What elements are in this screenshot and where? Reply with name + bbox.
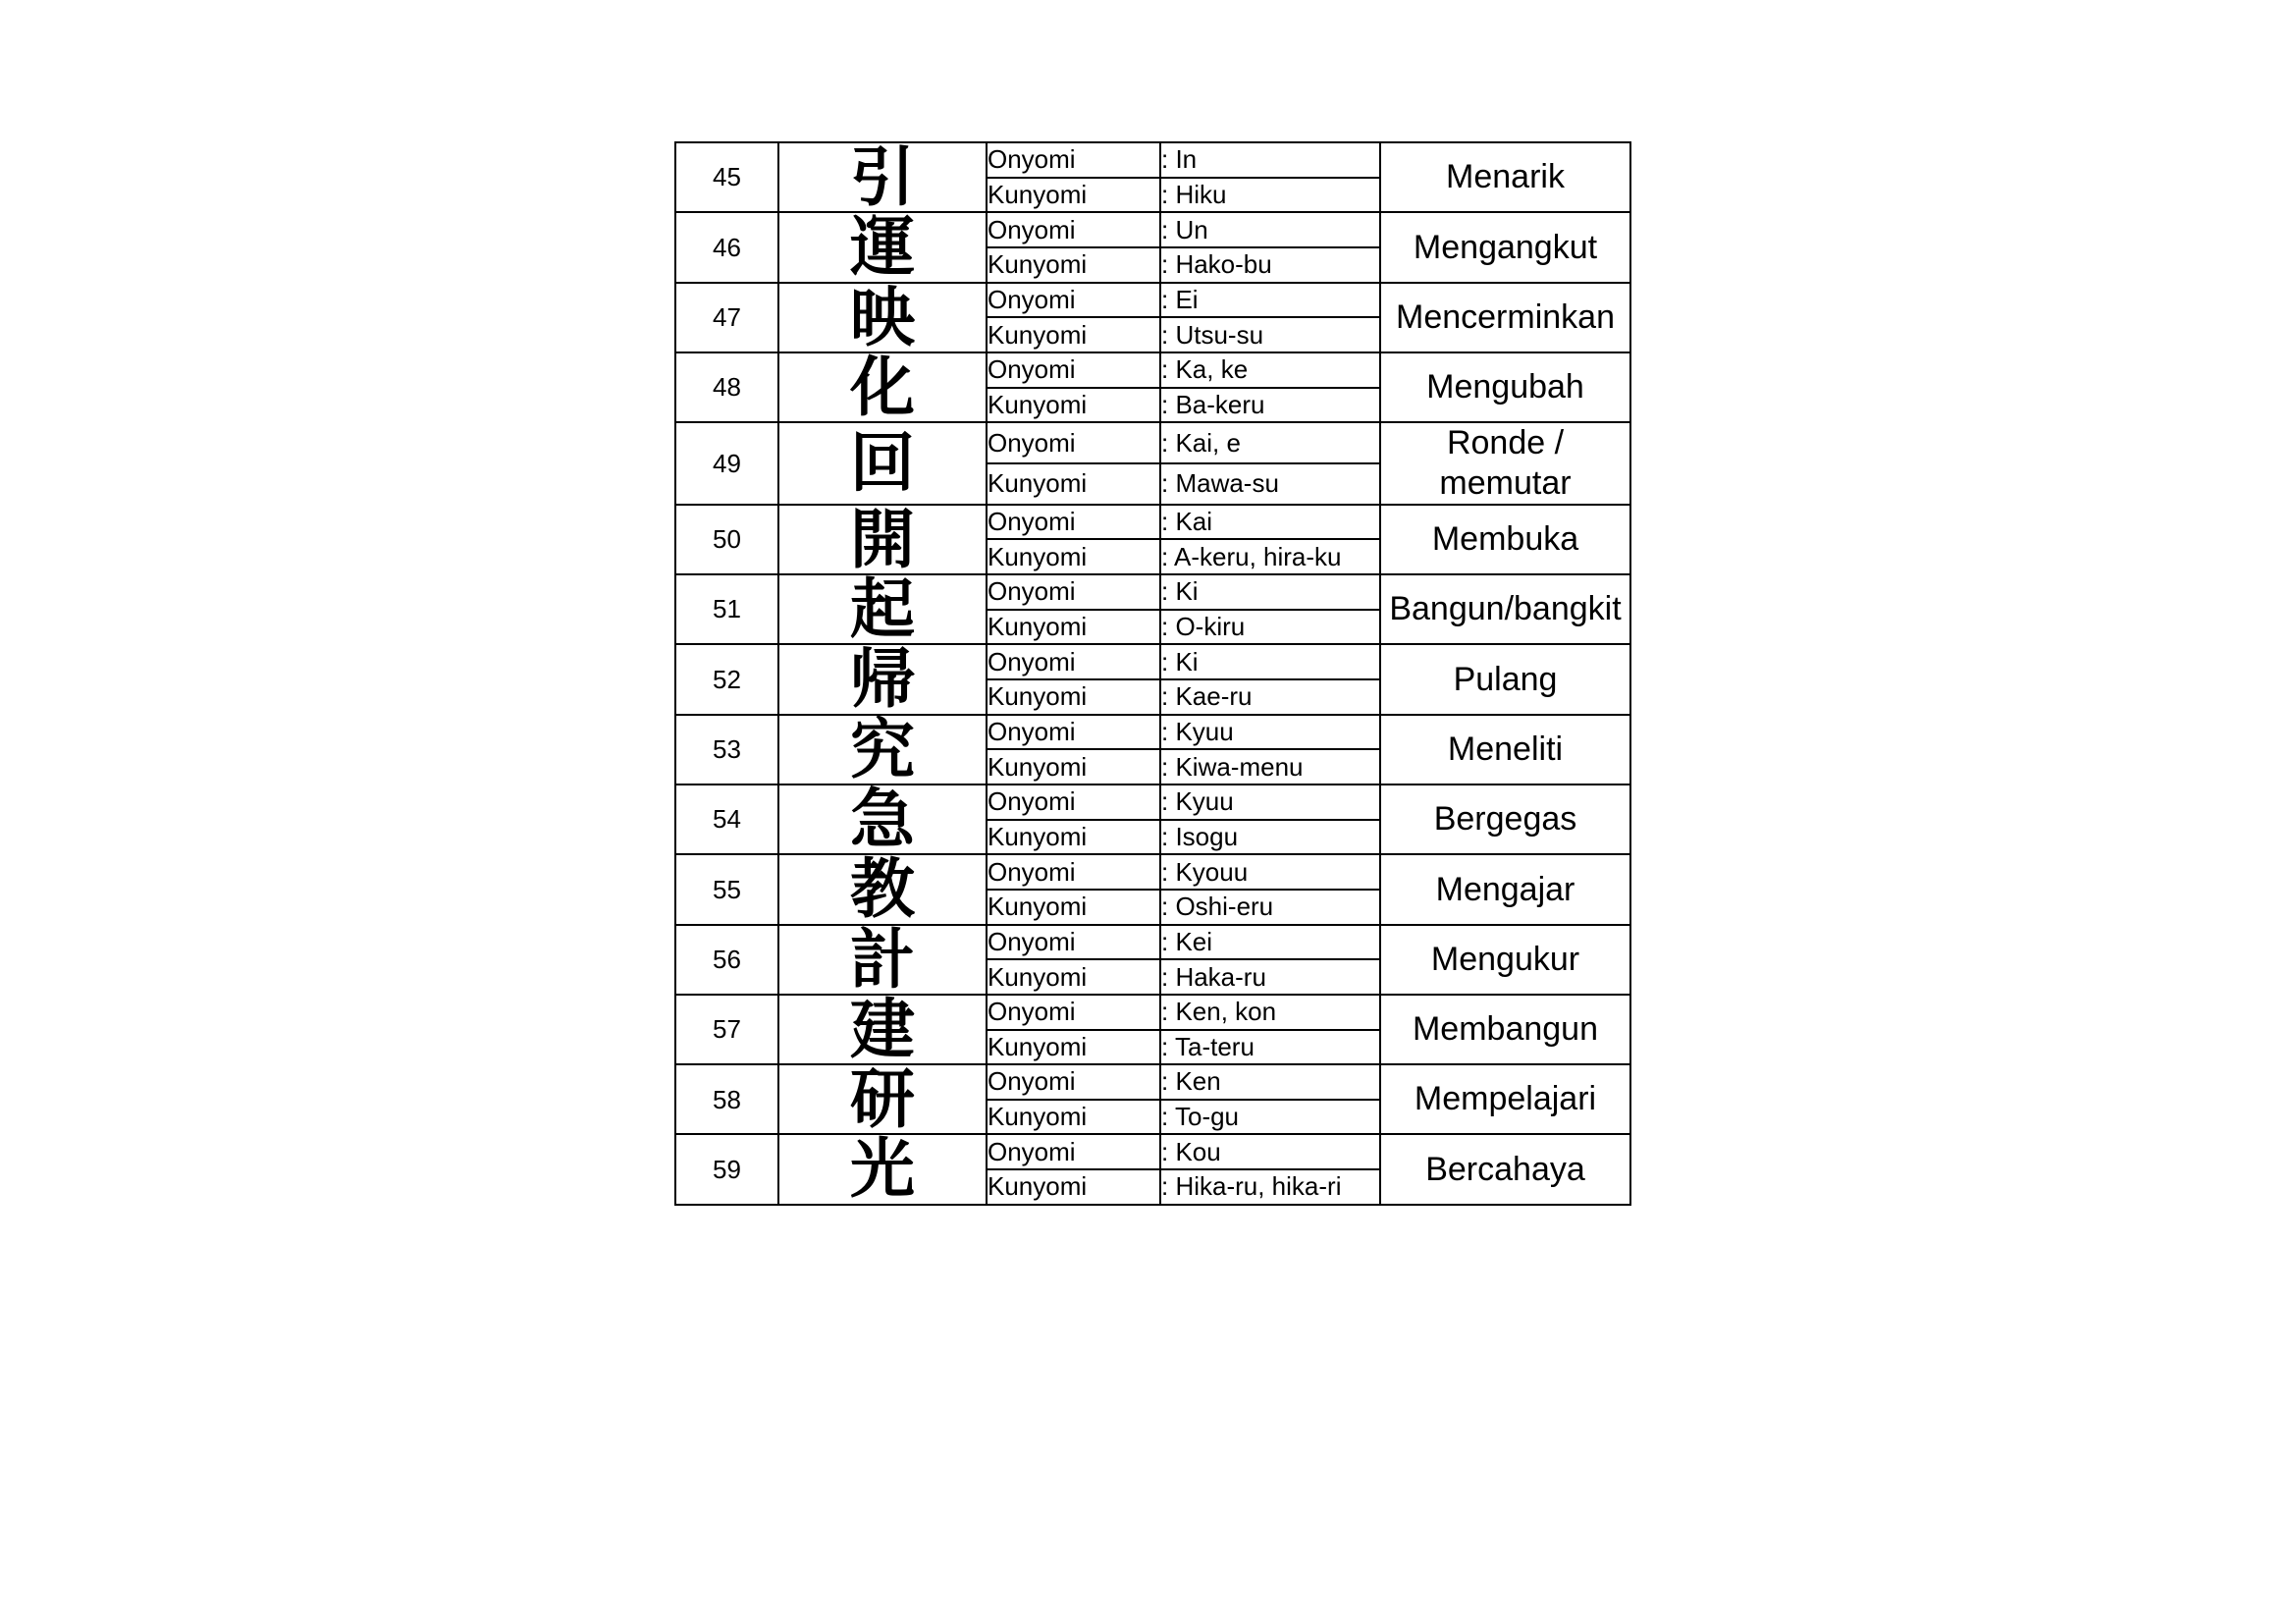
meaning-value: Bercahaya (1380, 1134, 1630, 1204)
row-number: 48 (675, 352, 778, 422)
meaning-value: Meneliti (1380, 715, 1630, 784)
row-number: 51 (675, 574, 778, 644)
kunyomi-label: Kunyomi (987, 463, 1160, 505)
kunyomi-label: Kunyomi (987, 247, 1160, 283)
table-row (675, 283, 1630, 318)
table-row (675, 142, 1630, 178)
table-row (675, 784, 1630, 820)
row-number: 47 (675, 283, 778, 352)
row-number: 57 (675, 995, 778, 1064)
table-row (675, 1134, 1630, 1169)
kunyomi-value: : O-kiru (1160, 610, 1380, 645)
kanji-character: 運 (778, 212, 987, 282)
onyomi-label: Onyomi (987, 644, 1160, 679)
kanji-table-body (675, 139, 1630, 1208)
row-number: 52 (675, 644, 778, 714)
onyomi-label: Onyomi (987, 422, 1160, 463)
table-row (675, 854, 1630, 890)
onyomi-label: Onyomi (987, 505, 1160, 540)
onyomi-value: : Kyouu (1160, 854, 1380, 890)
meaning-value: Mempelajari (1380, 1064, 1630, 1134)
meaning-value: Mengukur (1380, 925, 1630, 995)
kanji-character: 起 (778, 574, 987, 644)
meaning-value: Membangun (1380, 995, 1630, 1064)
onyomi-label: Onyomi (987, 212, 1160, 247)
onyomi-value: : Ki (1160, 574, 1380, 610)
onyomi-value: : Kai (1160, 505, 1380, 540)
onyomi-value: : Ei (1160, 283, 1380, 318)
table-row (675, 212, 1630, 247)
kanji-character: 映 (778, 283, 987, 352)
kanji-character: 開 (778, 505, 987, 574)
meaning-value: Bangun/bangkit (1380, 574, 1630, 644)
table-row (675, 505, 1630, 540)
onyomi-value: : Kyuu (1160, 784, 1380, 820)
onyomi-label: Onyomi (987, 352, 1160, 388)
table-row (675, 644, 1630, 679)
kanji-character: 急 (778, 784, 987, 854)
onyomi-label: Onyomi (987, 1064, 1160, 1100)
kunyomi-label: Kunyomi (987, 1100, 1160, 1135)
kunyomi-label: Kunyomi (987, 890, 1160, 925)
row-number: 46 (675, 212, 778, 282)
row-number: 50 (675, 505, 778, 574)
kanji-character: 化 (778, 352, 987, 422)
kanji-character: 建 (778, 995, 987, 1064)
onyomi-value: : Ken (1160, 1064, 1380, 1100)
row-number: 56 (675, 925, 778, 995)
kunyomi-value: : Hika-ru, hika-ri (1160, 1169, 1380, 1205)
kanji-character: 教 (778, 854, 987, 924)
kunyomi-label: Kunyomi (987, 1030, 1160, 1065)
table-row (675, 995, 1630, 1030)
meaning-value: Mengangkut (1380, 212, 1630, 282)
kanji-table (674, 141, 1631, 1206)
table-row (675, 715, 1630, 750)
onyomi-value: : Kai, e (1160, 422, 1380, 463)
kanji-character: 研 (778, 1064, 987, 1134)
row-number: 59 (675, 1134, 778, 1204)
kunyomi-value: : A-keru, hira-ku (1160, 539, 1380, 574)
meaning-value: Menarik (1380, 142, 1630, 212)
onyomi-value: : Ki (1160, 644, 1380, 679)
onyomi-value: : Kei (1160, 925, 1380, 960)
kanji-character: 計 (778, 925, 987, 995)
meaning-value: Pulang (1380, 644, 1630, 714)
onyomi-value: : Ken, kon (1160, 995, 1380, 1030)
onyomi-label: Onyomi (987, 283, 1160, 318)
onyomi-label: Onyomi (987, 854, 1160, 890)
row-number: 49 (675, 422, 778, 505)
meaning-value: Mengajar (1380, 854, 1630, 924)
kunyomi-label: Kunyomi (987, 388, 1160, 423)
kunyomi-label: Kunyomi (987, 1169, 1160, 1205)
table-row (675, 352, 1630, 388)
table-row (675, 422, 1630, 463)
kanji-character: 帰 (778, 644, 987, 714)
meaning-value: Membuka (1380, 505, 1630, 574)
onyomi-value: : In (1160, 142, 1380, 178)
kunyomi-label: Kunyomi (987, 539, 1160, 574)
onyomi-label: Onyomi (987, 995, 1160, 1030)
kunyomi-label: Kunyomi (987, 820, 1160, 855)
kunyomi-value: : Hiku (1160, 178, 1380, 213)
kunyomi-value: : Haka-ru (1160, 959, 1380, 995)
table-row (675, 574, 1630, 610)
row-number: 58 (675, 1064, 778, 1134)
kunyomi-value: : Utsu-su (1160, 317, 1380, 352)
kunyomi-value: : Ta-teru (1160, 1030, 1380, 1065)
onyomi-label: Onyomi (987, 142, 1160, 178)
kanji-character: 究 (778, 715, 987, 784)
kunyomi-value: : Kiwa-menu (1160, 749, 1380, 784)
kunyomi-value: : Kae-ru (1160, 679, 1380, 715)
kunyomi-label: Kunyomi (987, 178, 1160, 213)
row-number: 53 (675, 715, 778, 784)
meaning-value: Ronde / memutar (1380, 422, 1630, 505)
onyomi-value: : Kyuu (1160, 715, 1380, 750)
kunyomi-label: Kunyomi (987, 959, 1160, 995)
table-row (675, 925, 1630, 960)
kanji-character: 光 (778, 1134, 987, 1204)
row-number: 45 (675, 142, 778, 212)
kunyomi-label: Kunyomi (987, 749, 1160, 784)
onyomi-label: Onyomi (987, 574, 1160, 610)
table-row (675, 1064, 1630, 1100)
kunyomi-value: : Oshi-eru (1160, 890, 1380, 925)
meaning-value: Mencerminkan (1380, 283, 1630, 352)
onyomi-label: Onyomi (987, 1134, 1160, 1169)
row-number: 54 (675, 784, 778, 854)
kunyomi-label: Kunyomi (987, 679, 1160, 715)
kunyomi-value: : Ba-keru (1160, 388, 1380, 423)
onyomi-label: Onyomi (987, 925, 1160, 960)
onyomi-label: Onyomi (987, 715, 1160, 750)
kunyomi-value: : Mawa-su (1160, 463, 1380, 505)
kunyomi-label: Kunyomi (987, 610, 1160, 645)
row-number: 55 (675, 854, 778, 924)
kunyomi-value: : To-gu (1160, 1100, 1380, 1135)
kunyomi-value: : Hako-bu (1160, 247, 1380, 283)
meaning-value: Mengubah (1380, 352, 1630, 422)
onyomi-value: : Ka, ke (1160, 352, 1380, 388)
onyomi-label: Onyomi (987, 784, 1160, 820)
onyomi-value: : Un (1160, 212, 1380, 247)
kunyomi-value: : Isogu (1160, 820, 1380, 855)
onyomi-value: : Kou (1160, 1134, 1380, 1169)
meaning-value: Bergegas (1380, 784, 1630, 854)
kanji-character: 回 (778, 422, 987, 505)
kunyomi-label: Kunyomi (987, 317, 1160, 352)
kanji-character: 引 (778, 142, 987, 212)
